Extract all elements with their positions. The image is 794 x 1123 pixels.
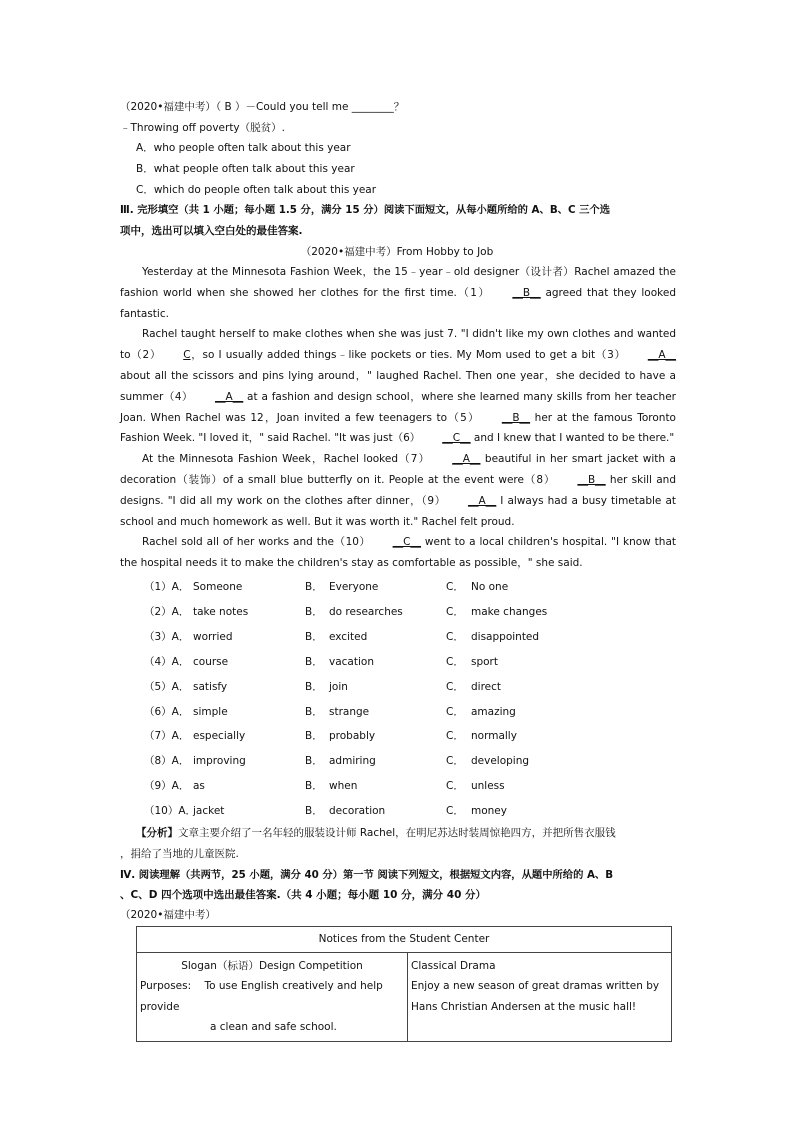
choice-4-num: （4）A． [144, 655, 190, 668]
blank-8-answer: __B__ [577, 473, 606, 486]
choice-8-b: admiring [329, 755, 376, 768]
drama-title: Classical Drama [411, 959, 496, 972]
section3-heading-line2: 项中，选出可以填入空白处的最佳答案. [120, 225, 303, 237]
choice-9-b: when [329, 780, 358, 793]
choice-2-c-label: C． [446, 605, 464, 618]
mc-option-b: B．what people often talk about this year [136, 163, 355, 175]
blank-5-answer: __B__ [501, 411, 531, 424]
choice-8-b-label: B． [305, 755, 323, 768]
section4-heading-line2: 、C、D 四个选项中选出最佳答案.（共 4 小题；每小题 10 分，满分 40 分） [120, 889, 487, 901]
choice-7-c-label: C． [446, 730, 464, 743]
choice-9-num: （9）A． [144, 780, 190, 793]
choice-6-c-label: C． [446, 705, 464, 718]
choice-6-b: strange [329, 705, 370, 718]
blank-9-answer: __A__ [468, 494, 497, 507]
choice-5-num: （5）A． [144, 680, 190, 693]
choice-2-c: make changes [471, 605, 548, 618]
blank-1-answer: __B__ [512, 286, 541, 299]
choice-5-a: satisfy [193, 680, 228, 693]
choice-3-a: worried [193, 630, 233, 643]
choice-8-a: improving [193, 755, 246, 768]
choice-10-b: decoration [329, 805, 386, 818]
choice-6-b-label: B． [305, 705, 323, 718]
choice-10-c-label: C． [446, 805, 464, 818]
choice-7-c: normally [471, 730, 517, 743]
choice-9-c-label: C． [446, 780, 464, 793]
choice-5-b: join [329, 680, 348, 693]
choice-5-c: direct [471, 680, 502, 693]
notice-drama-cell [408, 952, 672, 1041]
notice-table-title: Notices from the Student Center [137, 927, 672, 953]
choice-7-b: probably [329, 730, 376, 743]
passage [120, 262, 676, 574]
analysis-line2: ，捐给了当地的儿童医院. [120, 848, 239, 860]
choice-4-b: vacation [329, 655, 374, 668]
blank-2-answer: C [183, 349, 191, 362]
passage-paragraph-4: Rachel sold all of her works and the（10） __C__ went to a local children's hospital. "I know that the hospital needs it to make the children's stay as comfortable as possible，" she said. [120, 532, 676, 574]
choice-7-b-label: B． [305, 730, 323, 743]
mc-option-a: A．who people often talk about this year [136, 142, 351, 154]
blank-7-answer: __A__ [452, 453, 481, 466]
choice-4-b-label: B． [305, 655, 323, 668]
slogan-purposes-cont: a clean and safe school. [210, 1021, 337, 1033]
notice-table [136, 926, 672, 1042]
choice-8-num: （8）A． [144, 755, 190, 768]
passage-title: （2020•福建中考）From Hobby to Job [300, 246, 494, 258]
passage-paragraph-1: Yesterday at the Minnesota Fashion Week，the 15﹣year﹣old designer（设计者）Rachel amazed the fashion world when she showed her clothes for the first time.（1） __B__ agreed that they looked fantastic. [120, 266, 676, 320]
choice-5-b-label: B． [305, 680, 323, 693]
choice-2-num: （2）A． [144, 605, 190, 618]
choice-4-c: sport [471, 655, 498, 668]
mc-question-reply: ﹣Throwing off poverty（脱贫）. [120, 122, 285, 134]
choice-2-a: take notes [193, 605, 249, 618]
choice-8-c-label: C． [446, 755, 464, 768]
choice-8-c: developing [471, 755, 530, 768]
choice-7-num: （7）A． [144, 730, 190, 743]
choice-9-c: unless [471, 780, 505, 793]
slogan-purposes-label: Purposes: [140, 980, 192, 992]
choice-9-b-label: B． [305, 780, 323, 793]
passage-paragraph-2: Rachel taught herself to make clothes when she was just 7. "I didn't like my own clothes and wanted to（2） C，so I usually added things﹣like pockets or ties. My Mom used to get a bit（3） __A__about all the scissors and pins lying around，" laughed Rachel. Then one year，she decided to have a summer（4） __A__ at a fashion and design school，where she learned many skills from her teacher Joan. When Rachel was 12，Joan invited a few teenagers to（5） __B__ her at the famous Toronto Fashion Week. "I loved it，" said Rachel. "It was just（6） __C__ and I knew that I wanted to be there." [120, 324, 676, 449]
blank-6-answer: __C__ [442, 432, 471, 445]
choice-4-a: course [193, 655, 229, 668]
choice-1-a: Someone [193, 581, 243, 593]
choice-10-c: money [471, 805, 507, 818]
choice-1-b: Everyone [329, 581, 379, 593]
mc-question-header: （2020•福建中考）（ B ）－Could you tell me ________？ [120, 101, 405, 113]
choice-3-c-label: C． [446, 630, 464, 643]
notice-slogan-cell [137, 952, 408, 1041]
choice-6-c: amazing [471, 705, 516, 718]
choice-3-c: disappointed [471, 630, 540, 643]
choice-10-num: （10）A． [144, 805, 197, 818]
choice-7-a: especially [193, 730, 246, 743]
drama-text: Enjoy a new season of great dramas written by Hans Christian Andersen at the music hall! [411, 980, 660, 1013]
choice-3-num: （3）A． [144, 630, 190, 643]
blank-4-answer: __A__ [215, 390, 244, 403]
blank-3-answer: __A__ [647, 349, 676, 362]
section4-heading-line1: Ⅳ. 阅读理解（共两节，25 小题，满分 40 分）第一节 阅读下列短文，根据短文内容，从题中所给的 A、B [120, 869, 614, 881]
choice-6-a: simple [193, 705, 228, 718]
analysis-line1: 【分析】文章主要介绍了一名年轻的服装设计师 Rachel，在明尼苏达时装周惊艳四方，并把所售衣服钱 [136, 827, 616, 839]
choice-9-a: as [193, 780, 205, 793]
choice-3-b-label: B． [305, 630, 323, 643]
choice-10-b-label: B． [305, 805, 323, 818]
choice-1-b-label: B． [305, 581, 323, 593]
mc-option-c: C．which do people often talk about this year [136, 184, 377, 196]
slogan-purposes: Purposes: To use English creatively and help provide [140, 980, 383, 1013]
choice-1-c-label: C． [446, 581, 464, 593]
slogan-title: Slogan（标语）Design Competition [181, 959, 363, 972]
blank-10-answer: __C__ [392, 536, 421, 549]
section4-source: （2020•福建中考） [120, 909, 216, 921]
choice-1-c: No one [471, 581, 509, 593]
section3-heading-line1: Ⅲ. 完形填空（共 1 小题；每小题 1.5 分，满分 15 分）阅读下面短文，从每小题所给的 A、B、C 三个选 [120, 204, 610, 216]
choice-3-b: excited [329, 630, 368, 643]
choice-2-b-label: B． [305, 605, 323, 618]
choice-10-a: jacket [193, 805, 225, 818]
choice-5-c-label: C． [446, 680, 464, 693]
choice-4-c-label: C． [446, 655, 464, 668]
choice-6-num: （6）A． [144, 705, 190, 718]
choice-2-b: do researches [329, 605, 403, 618]
choice-1-num: （1）A． [144, 581, 190, 593]
passage-paragraph-3: At the Minnesota Fashion Week，Rachel looked（7） __A__ beautiful in her smart jacket with a decoration（装饰）of a small blue butterfly on it. People at the event were（8） __B__ her skill and designs. "I did all my work on the clothes after dinner，（9） __A__ I always had a busy timetable at school and much homework as well. But it was worth it." Rachel felt proud. [120, 449, 676, 532]
analysis-tag: 【分析】 [136, 827, 178, 839]
